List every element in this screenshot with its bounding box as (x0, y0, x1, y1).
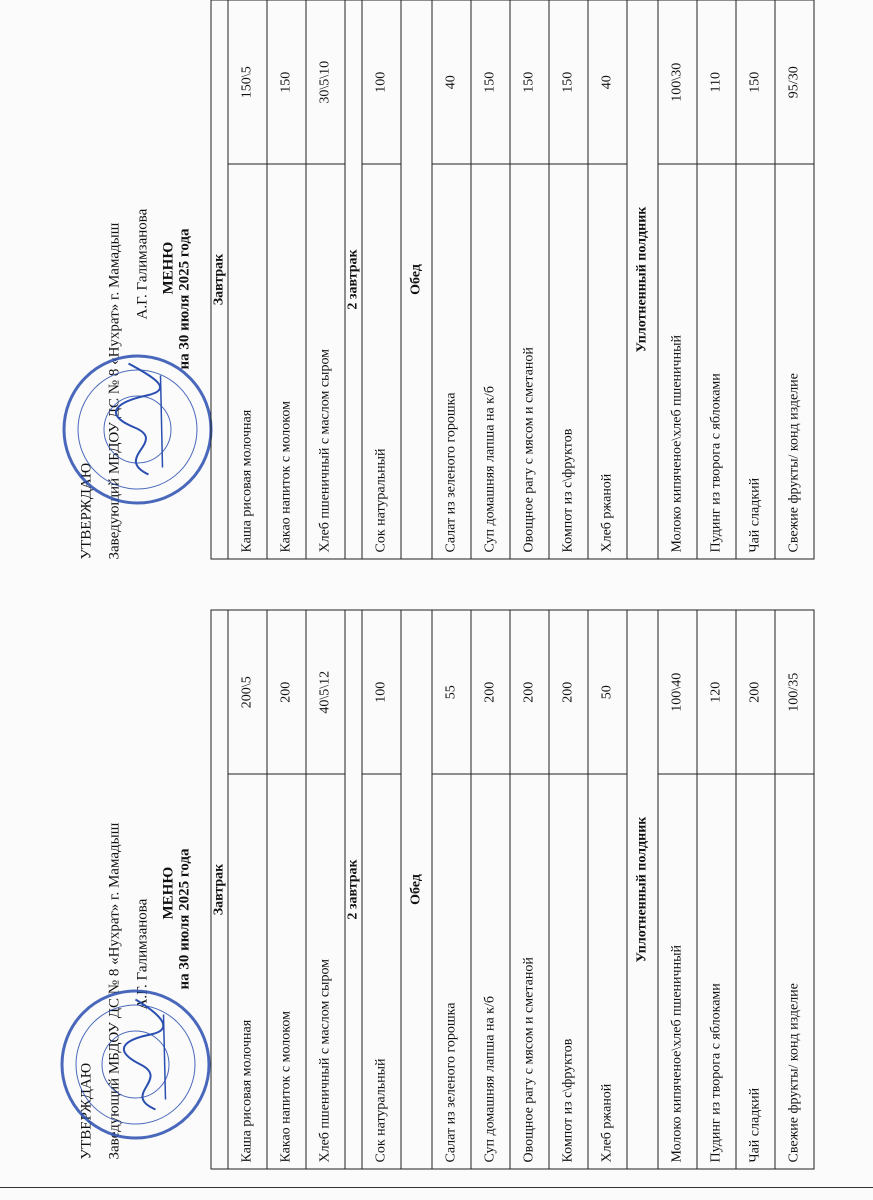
section-breakfast: Завтрак (211, 610, 228, 1169)
table-row: Овощное рагу с мясом и сметаной 200 (510, 610, 549, 1169)
table-row: Суп домашняя лапша на к/б 200 (471, 610, 510, 1169)
table-row: Пудинг из творога с яблоками 110 (697, 0, 736, 559)
section-lunch: Обед (401, 610, 432, 1169)
signature-icon (111, 360, 171, 480)
table-row: Овощное рагу с мясом и сметаной 150 (510, 0, 549, 559)
table-row: Хлеб пшеничный с маслом сыром 40\5\12 (306, 610, 345, 1169)
menu-date: на 30 июля 2025 года (176, 228, 193, 370)
signature-icon (116, 995, 176, 1115)
menu-title: МЕНЮ (160, 241, 177, 295)
rotated-document (1, 0, 873, 1200)
scan-edge-line (0, 1187, 873, 1188)
table-row: Салат из зеленого горошка 55 (432, 610, 471, 1169)
table-row: Сок натуральный 100 (362, 0, 401, 559)
head-name: А.Г. Галимзанова (134, 898, 151, 1010)
table-row: Свежие фрукты/ конд изделие 100/35 (775, 610, 814, 1169)
head-name: А.Г. Галимзанова (134, 208, 151, 320)
section-afternoon-snack: Уплотненный полдник (627, 610, 658, 1169)
menu-table-left (211, 610, 815, 1170)
menu-date: на 30 июля 2025 года (176, 848, 193, 990)
table-row: Сок натуральный 100 (362, 610, 401, 1169)
head-line: Заведующий МБДОУ ДС № 8 «Нухрат» г. Мамадыш (106, 222, 123, 560)
table-row: Какао напиток с молоком 200 (267, 610, 306, 1169)
table-row: Каша рисовая молочная 200\5 (228, 610, 267, 1169)
table-row: Свежие фрукты/ конд изделие 95/30 (775, 0, 814, 559)
table-row: Пудинг из творога с яблоками 120 (697, 610, 736, 1169)
table-row: Салат из зеленого горошка 40 (432, 0, 471, 559)
table-row: Хлеб ржаной 40 (588, 0, 627, 559)
table-row: Молоко кипяченое\хлеб пшеничный 100\40 (658, 610, 697, 1169)
approve-label: УТВЕРЖДАЮ (78, 1062, 95, 1160)
section-breakfast: Завтрак (211, 0, 228, 559)
table-row: Каша рисовая молочная 150\5 (228, 0, 267, 559)
table-row: Хлеб ржаной 50 (588, 610, 627, 1169)
head-line: Заведующий МБДОУ ДС № 8 «Нухрат» г. Мамадыш (106, 822, 123, 1160)
menu-table-right (211, 0, 815, 560)
section-second-breakfast: 2 завтрак (345, 610, 362, 1169)
table-row: Молоко кипяченое\хлеб пшеничный 100\30 (658, 0, 697, 559)
table-row: Хлеб пшеничный с маслом сыром 30\5\10 (306, 0, 345, 559)
table-row: Чай сладкий 200 (736, 610, 775, 1169)
section-lunch: Обед (401, 0, 432, 559)
approve-label: УТВЕРЖДАЮ (78, 462, 95, 560)
menu-copy-left (1, 620, 873, 1200)
section-afternoon-snack: Уплотненный полдник (627, 0, 658, 559)
table-row: Чай сладкий 150 (736, 0, 775, 559)
table-row: Суп домашняя лапша на к/б 150 (471, 0, 510, 559)
table-row: Компот из с\фруктов 200 (549, 610, 588, 1169)
menu-copy-right (1, 0, 873, 600)
table-row: Компот из с\фруктов 150 (549, 0, 588, 559)
menu-title: МЕНЮ (160, 866, 177, 920)
section-second-breakfast: 2 завтрак (345, 0, 362, 559)
table-row: Какао напиток с молоком 150 (267, 0, 306, 559)
